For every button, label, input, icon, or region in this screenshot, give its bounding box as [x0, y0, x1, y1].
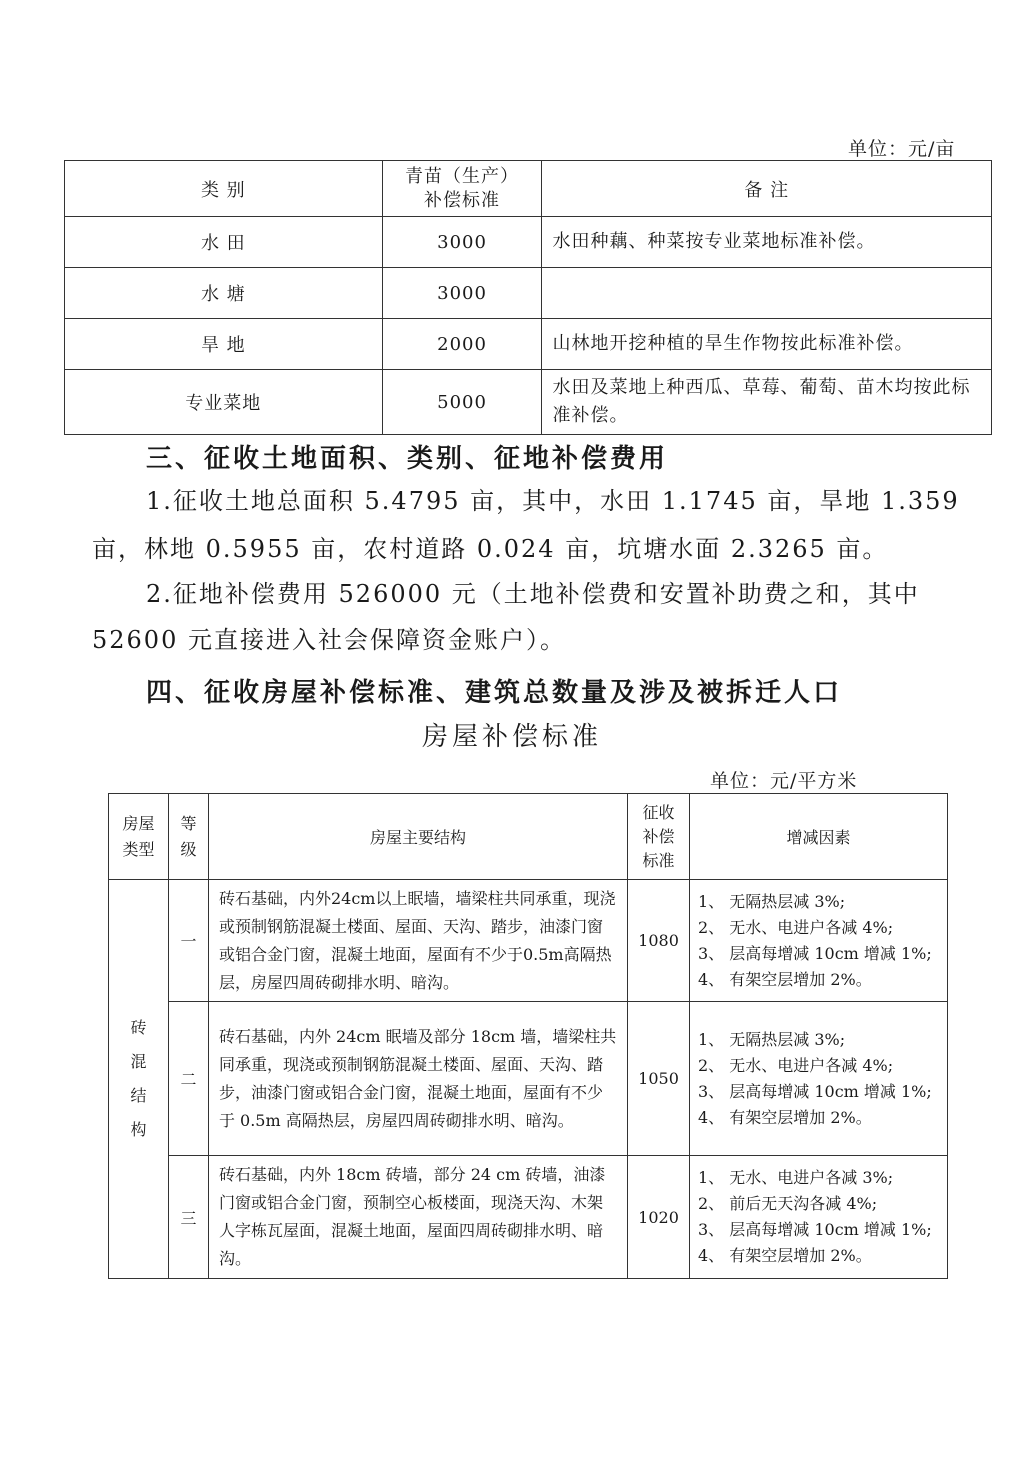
- row-type: 水 田: [65, 217, 383, 268]
- table2-unit: 单位：元/平方米: [710, 770, 858, 792]
- structure-cell: 砖石基础，内外 18cm 砖墙，部分 24 cm 砖墙，油漆门窗或铝合金门窗，预制空心板楼面，现浇天沟、木架人字栋瓦屋面，混凝土地面，屋面四周砖砌排水明、暗沟。: [208, 1156, 627, 1279]
- section4-heading: 四、征收房屋补偿标准、建筑总数量及涉及被拆迁人口: [146, 678, 843, 708]
- header-house-type: 房屋类型: [109, 794, 169, 880]
- house-type-cell: 砖混结构: [109, 880, 169, 1279]
- header-factors: 增减因素: [689, 794, 947, 880]
- row-type: 旱 地: [65, 319, 383, 370]
- row-type: 专业菜地: [65, 370, 383, 435]
- table-row: [65, 370, 992, 435]
- table-row: [65, 217, 992, 268]
- factor-item: 4、 有架空层增加 2%。: [697, 969, 872, 989]
- factor-item: 3、 层高每增减 10cm 增减 1%;: [697, 1081, 932, 1101]
- row-standard: 3000: [382, 217, 542, 268]
- factors-cell: [689, 880, 947, 1002]
- header-category: 类 别: [65, 161, 383, 217]
- table-header-row: [65, 161, 992, 217]
- factor-item: 2、 前后无天沟各减 4%;: [697, 1194, 878, 1213]
- factor-item: 2、 无水、电进户各减 4%;: [697, 1055, 894, 1075]
- row-note: 山林地开挖种植的旱生作物按此标准补偿。: [542, 319, 992, 370]
- table-row: [65, 268, 992, 319]
- grade-cell: 三: [168, 1156, 208, 1279]
- seedling-compensation-table: [64, 160, 992, 435]
- factors-cell: [689, 1002, 947, 1156]
- section3-heading: 三、征收土地面积、类别、征地补偿费用: [146, 444, 669, 474]
- factor-item: 3、 层高每增减 10cm 增减 1%;: [697, 1220, 932, 1239]
- section3-p1-line1: 1.征收土地总面积 5.4795 亩，其中，水田 1.1745 亩，旱地 1.359: [146, 487, 960, 515]
- header-standard: 征收补偿标准: [628, 794, 690, 880]
- row-type: 水 塘: [65, 268, 383, 319]
- table1-unit: 单位：元/亩: [848, 138, 956, 160]
- section3-p1-line2: 亩，林地 0.5955 亩，农村道路 0.024 亩，坑塘水面 2.3265 亩。: [92, 535, 889, 563]
- factor-item: 1、 无隔热层减 3%;: [697, 891, 846, 911]
- house-compensation-table: [108, 793, 948, 1279]
- standard-cell: 1020: [628, 1156, 690, 1279]
- factor-item: 2、 无水、电进户各减 4%;: [697, 917, 894, 937]
- table-row: [109, 1156, 948, 1279]
- standard-cell: 1080: [628, 880, 690, 1002]
- factor-item: 4、 有架空层增加 2%。: [697, 1246, 872, 1265]
- header-note: 备 注: [542, 161, 992, 217]
- header-standard: 青苗（生产）补偿标准: [382, 161, 542, 217]
- grade-cell: 二: [168, 1002, 208, 1156]
- row-standard: 5000: [382, 370, 542, 435]
- table-row: [109, 1002, 948, 1156]
- structure-cell: 砖石基础，内外24cm以上眠墙，墙梁柱共同承重，现浇或预制钢筋混凝土楼面、屋面、天沟、踏步，油漆门窗或铝合金门窗，混凝土地面，屋面有不少于0.5m高隔热层，房屋四周砖砌排水明、暗沟。: [208, 880, 627, 1002]
- house-table-title: 房屋补偿标准: [421, 722, 602, 752]
- factor-item: 1、 无水、电进户各减 3%;: [697, 1168, 894, 1187]
- row-note: [542, 268, 992, 319]
- factors-cell: [689, 1156, 947, 1279]
- factor-item: 1、 无隔热层减 3%;: [697, 1029, 846, 1049]
- table-header-row: [109, 794, 948, 880]
- grade-cell: 一: [168, 880, 208, 1002]
- row-note: 水田及菜地上种西瓜、草莓、葡萄、苗木均按此标准补偿。: [542, 370, 992, 435]
- factor-item: 4、 有架空层增加 2%。: [697, 1107, 872, 1127]
- row-standard: 3000: [382, 268, 542, 319]
- structure-cell: 砖石基础，内外 24cm 眠墙及部分 18cm 墙，墙梁柱共同承重，现浇或预制钢筋混凝土楼面、屋面、天沟、踏步，油漆门窗或铝合金门窗，混凝土地面，屋面有不少于 0.5m 高隔热层，房屋四周砖砌排水明、暗沟。: [208, 1002, 627, 1156]
- standard-cell: 1050: [628, 1002, 690, 1156]
- header-grade: 等级: [168, 794, 208, 880]
- table-row: [65, 319, 992, 370]
- section3-p2-line2: 52600 元直接进入社会保障资金账户）。: [92, 626, 566, 654]
- header-structure: 房屋主要结构: [208, 794, 627, 880]
- table-row: [109, 880, 948, 1002]
- section3-p2-line1: 2.征地补偿费用 526000 元（土地补偿费和安置补助费之和，其中: [146, 580, 920, 608]
- row-note: 水田种藕、种菜按专业菜地标准补偿。: [542, 217, 992, 268]
- row-standard: 2000: [382, 319, 542, 370]
- factor-item: 3、 层高每增减 10cm 增减 1%;: [697, 943, 932, 963]
